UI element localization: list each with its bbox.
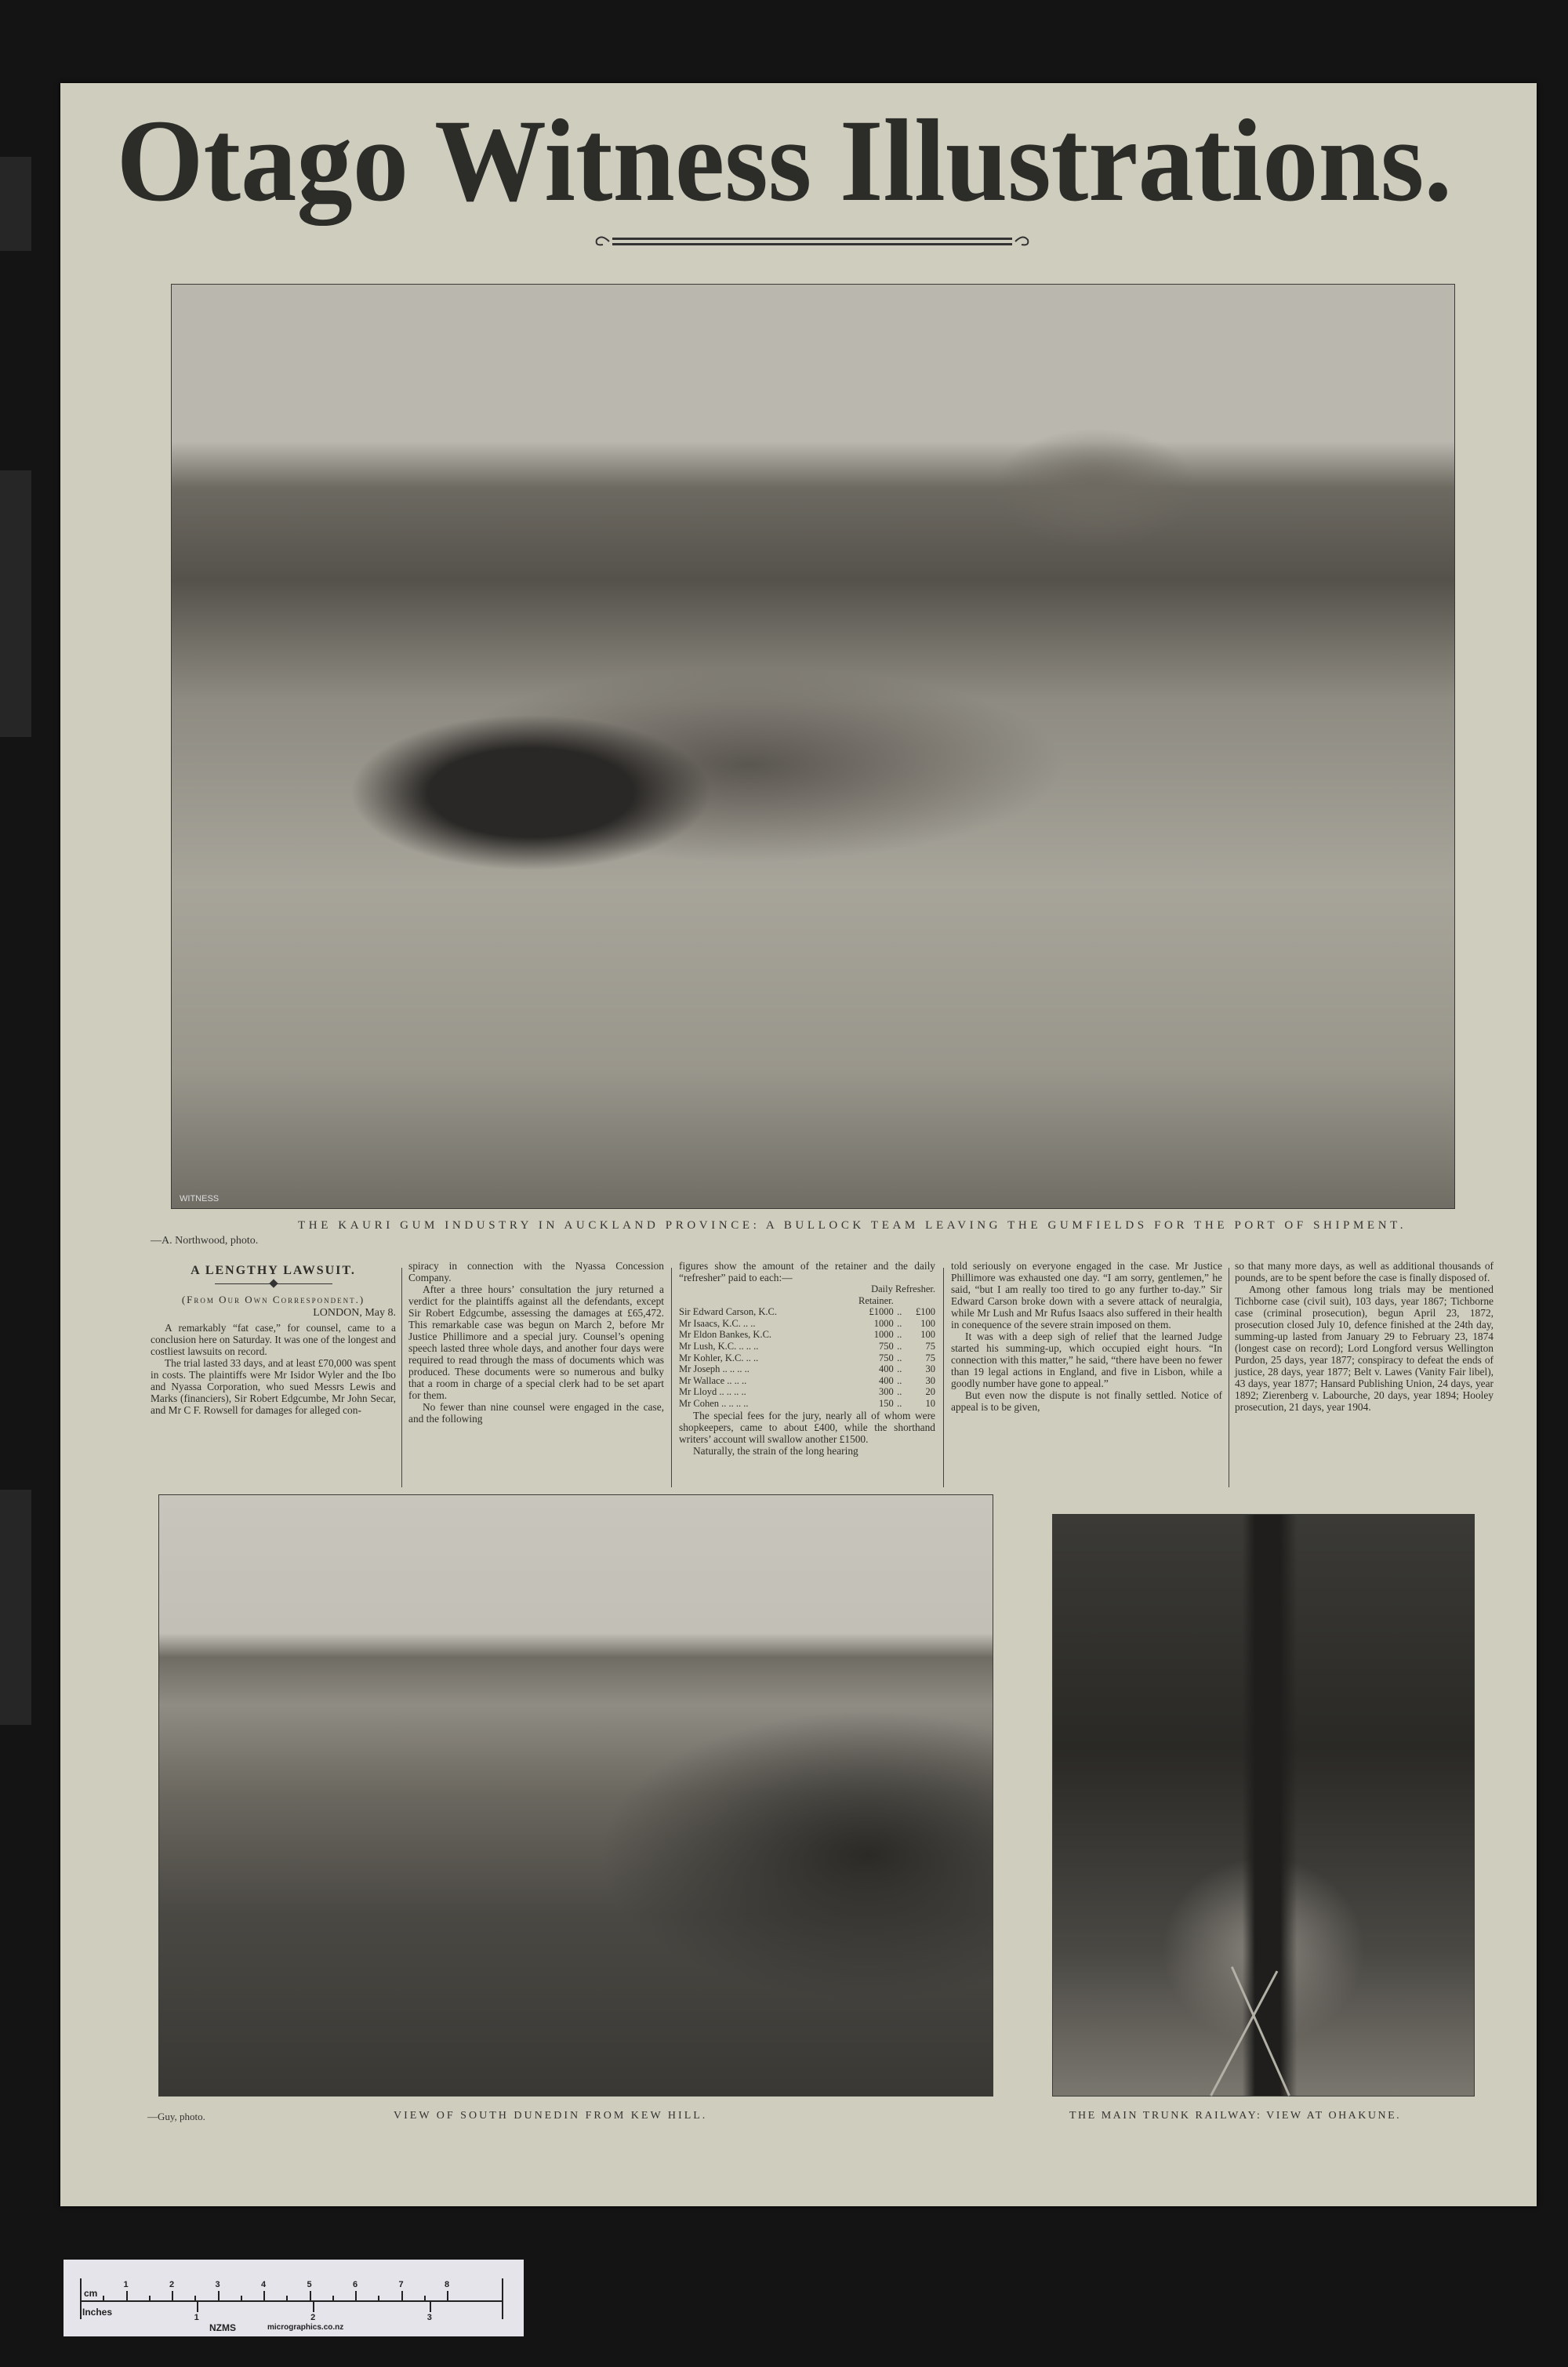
paragraph: The special fees for the jury, nearly all of whom were shopkeepers, came to about £400, while the shorthand writers’ account will swallow another £1500. (679, 1409, 935, 1445)
dots: .. (897, 1352, 902, 1363)
fee-name: Mr Joseph .. .. .. .. (679, 1363, 750, 1375)
cm-tick (355, 2291, 357, 2301)
inch-tick (430, 2301, 431, 2312)
fee-row (679, 1363, 935, 1375)
half-cm-tick (149, 2296, 151, 2301)
cm-label: cm (84, 2288, 98, 2299)
bottom-left-photo-caption: VIEW OF SOUTH DUNEDIN FROM KEW HILL. (394, 2110, 708, 2122)
ruler-brand: NZMS (209, 2322, 236, 2333)
fee-name: Mr Kohler, K.C. .. .. (679, 1352, 759, 1363)
fee-refresher: 100 (920, 1317, 935, 1329)
fee-row (679, 1306, 935, 1318)
fee-row (679, 1329, 935, 1341)
fee-refresher: 75 (925, 1352, 935, 1363)
masthead (0, 96, 1568, 226)
inch-tick-label: 3 (426, 2313, 432, 2322)
cm-tick (447, 2291, 448, 2301)
fee-retainer: 750 (879, 1340, 894, 1352)
dots: .. (897, 1329, 902, 1341)
fee-retainer: 1000 (873, 1317, 894, 1329)
half-cm-tick (194, 2296, 196, 2301)
cm-tick-label: 7 (398, 2280, 404, 2289)
header-daily-refresher: Daily Refresher. (871, 1283, 935, 1294)
fees-table (679, 1283, 935, 1410)
paragraph: It was with a deep sigh of relief that the learned Judge started his summing-up, which occupied eight hours. “In connection with this matter,” he said, “there have been no fewer than 19 legal actions in England, and five in Lisbon, while a goodly number have gone to appeal.” (951, 1331, 1222, 1389)
dots: .. (897, 1340, 902, 1352)
article-byline: (From Our Own Correspondent.) (181, 1294, 365, 1305)
inch-tick (197, 2301, 198, 2312)
cm-tick (401, 2291, 403, 2301)
article-column-5 (1235, 1260, 1494, 1413)
bottom-right-photo-caption: THE MAIN TRUNK RAILWAY: VIEW AT OHAKUNE. (1069, 2110, 1402, 2122)
cm-tick (263, 2291, 265, 2301)
ruler-end (80, 2278, 82, 2319)
fee-name: Mr Lush, K.C. .. .. .. (679, 1340, 759, 1352)
fee-name: Mr Cohen .. .. .. .. (679, 1397, 749, 1409)
bottom-left-photo-credit: —Guy, photo. (147, 2111, 205, 2122)
fee-row (679, 1398, 935, 1410)
archive-tab (0, 470, 31, 737)
cm-tick (126, 2291, 128, 2301)
inches-label: Inches (82, 2307, 113, 2318)
cm-tick-label: 2 (169, 2280, 175, 2289)
half-cm-tick (332, 2296, 334, 2301)
fee-row (679, 1386, 935, 1398)
fee-name: Mr Wallace .. .. .. (679, 1374, 747, 1386)
fee-row (679, 1318, 935, 1330)
ruler-website: micrographics.co.nz (267, 2323, 344, 2332)
half-cm-tick (241, 2296, 242, 2301)
rail-track (1210, 1970, 1278, 2096)
rail-track (1231, 1966, 1290, 2097)
fee-retainer: 400 (879, 1363, 894, 1375)
paragraph: No fewer than nine counsel were engaged in the case, and the following (408, 1401, 664, 1425)
dots: .. (897, 1386, 902, 1398)
paragraph: After a three hours’ consultation the jury returned a verdict for the plaintiffs against all the defendants, except Sir Robert Edgcumbe, assessing the damages at £65,472. This remarkable case was begun on March 2, before Mr Justice Phillimore and a special jury. Counsel’s opening speech lasted three whole days, and another four days were required to read through the mass of documents which was produced. These documents were so numerous and bulky that a room in charge of a special clerk had to be set apart for them. (408, 1283, 664, 1401)
fee-retainer: 750 (879, 1352, 894, 1363)
cm-tick (172, 2291, 173, 2301)
cm-tick-label: 8 (445, 2280, 450, 2289)
fee-name: Mr Eldon Bankes, K.C. (679, 1329, 772, 1341)
inch-tick-label: 2 (310, 2313, 316, 2322)
fee-refresher: £100 (916, 1306, 935, 1318)
fee-retainer: 400 (879, 1374, 894, 1386)
fee-refresher: 75 (925, 1340, 935, 1352)
fee-row (679, 1375, 935, 1387)
paragraph: A remarkably “fat case,” for counsel, came to a conclusion here on Saturday. It was one of the longest and costliest lawsuits on record. (151, 1322, 396, 1357)
fee-refresher: 30 (925, 1363, 935, 1375)
half-cm-tick (103, 2296, 104, 2301)
dots: .. (897, 1363, 902, 1375)
masthead-title: Otago Witness Illustrations. (116, 96, 1452, 226)
article-column-1 (151, 1260, 396, 1416)
inch-tick-label: 1 (194, 2313, 199, 2322)
header-retainer: Retainer. (858, 1294, 894, 1306)
column-rule (401, 1268, 402, 1487)
paragraph: Naturally, the strain of the long hearing (693, 1444, 858, 1457)
paragraph: But even now the dispute is not finally settled. Notice of appeal is to be given, (951, 1389, 1222, 1413)
archive-tab (0, 1490, 31, 1725)
diamond-rule (215, 1280, 332, 1287)
half-cm-tick (424, 2296, 426, 2301)
dots: .. (897, 1397, 902, 1409)
fee-retainer: £1000 (869, 1306, 894, 1318)
article-column-3 (679, 1260, 935, 1457)
paragraph: The trial lasted 33 days, and at least £70,000 was spent in costs. The plaintiffs were Mr Isidor Wyler and the Ibo and Nyassa Corporation, who sued Messrs Lewis and Marks (financiers), Sir Robert Edgcumbe, Mr John Secar, and Mr C F. Rowsell for damages for alleged con- (151, 1357, 396, 1416)
top-photo-credit: —A. Northwood, photo. (151, 1235, 259, 1247)
column-rule (671, 1268, 672, 1487)
half-cm-tick (378, 2296, 379, 2301)
paragraph: so that many more days, as well as additional thousands of pounds, are to be spent before the case is finally disposed of. (1235, 1260, 1494, 1283)
fee-retainer: 150 (879, 1397, 894, 1409)
scale-ruler (64, 2260, 524, 2336)
fee-retainer: 300 (879, 1386, 894, 1398)
bullock-team-photo (171, 284, 1455, 1209)
cm-tick (218, 2291, 220, 2301)
fee-refresher: 100 (920, 1329, 935, 1341)
article-column-4 (951, 1260, 1222, 1413)
ornament-divider (593, 232, 1031, 251)
fee-retainer: 1000 (873, 1329, 894, 1341)
fee-name: Sir Edward Carson, K.C. (679, 1306, 777, 1318)
fee-refresher: 30 (925, 1374, 935, 1386)
cm-tick-label: 6 (353, 2280, 358, 2289)
half-cm-tick (286, 2296, 288, 2301)
dots: .. (897, 1306, 902, 1318)
ruler-end (502, 2278, 503, 2319)
article-headline: A LENGTHY LAWSUIT. (191, 1264, 356, 1277)
article-dateline: LONDON, May 8. (313, 1307, 396, 1319)
paragraph: spiracy in connection with the Nyassa Concession Company. (408, 1260, 664, 1283)
dots: .. (897, 1317, 902, 1329)
paragraph: told seriously on everyone engaged in the case. Mr Justice Phillimore was exhausted one day. “I am sorry, gentlemen,” he said, “but I am really too tired to go any further to-day.” Sir Edward Carson broke down with a severe attack of neuralgia, while Mr Lush and Mr Rufus Isaacs also suffered in their health in conequence of the severe strain imposed on them. (951, 1260, 1222, 1331)
fee-refresher: 10 (925, 1397, 935, 1409)
watermark: WITNESS (180, 1194, 220, 1203)
fee-name: Mr Lloyd .. .. .. .. (679, 1386, 746, 1398)
inch-tick (313, 2301, 314, 2312)
ohakune-railway-photo (1052, 1514, 1475, 2097)
article-column-2 (408, 1260, 664, 1425)
cm-tick (310, 2291, 311, 2301)
fee-row (679, 1341, 935, 1352)
cm-tick-label: 5 (307, 2280, 312, 2289)
fee-name: Mr Isaacs, K.C. .. .. (679, 1317, 756, 1329)
top-photo-caption: THE KAURI GUM INDUSTRY IN AUCKLAND PROVINCE: A BULLOCK TEAM LEAVING THE GUMFIELDS FOR THE PORT OF SHIPMENT. (298, 1219, 1407, 1232)
cm-tick-label: 4 (261, 2280, 267, 2289)
fee-refresher: 20 (925, 1386, 935, 1398)
ruler-line (80, 2300, 503, 2302)
cm-tick-label: 3 (215, 2280, 220, 2289)
paragraph: Among other famous long trials may be mentioned Tichborne case (civil suit), 103 days, year 1867; Tichborne case (criminal prosecution), begun April 23, 1872, prosecution closed July 10, defence finished at the 24th day, summing-up lasted from January 29 to February 23, 1874 (longest case on record); Lord Longford versus Wellington Purdon, 25 days, year 1877; conspiracy to defeat the ends of justice, 28 days, year 1877; Belt v. Lawes (Vanity Fair libel), 43 days, year 1877; Hansard Publishing Union, 24 days, year 1892; Zierenberg v. Labourche, 20 days, year 1894; Hooley prosecution, 21 days, year 1904. (1235, 1283, 1494, 1413)
south-dunedin-photo (158, 1494, 993, 2097)
paragraph: figures show the amount of the retainer and the daily “refresher” paid to each:— (679, 1260, 935, 1283)
fee-row (679, 1352, 935, 1364)
cm-tick-label: 1 (123, 2280, 129, 2289)
dots: .. (897, 1374, 902, 1386)
column-rule (943, 1268, 944, 1487)
